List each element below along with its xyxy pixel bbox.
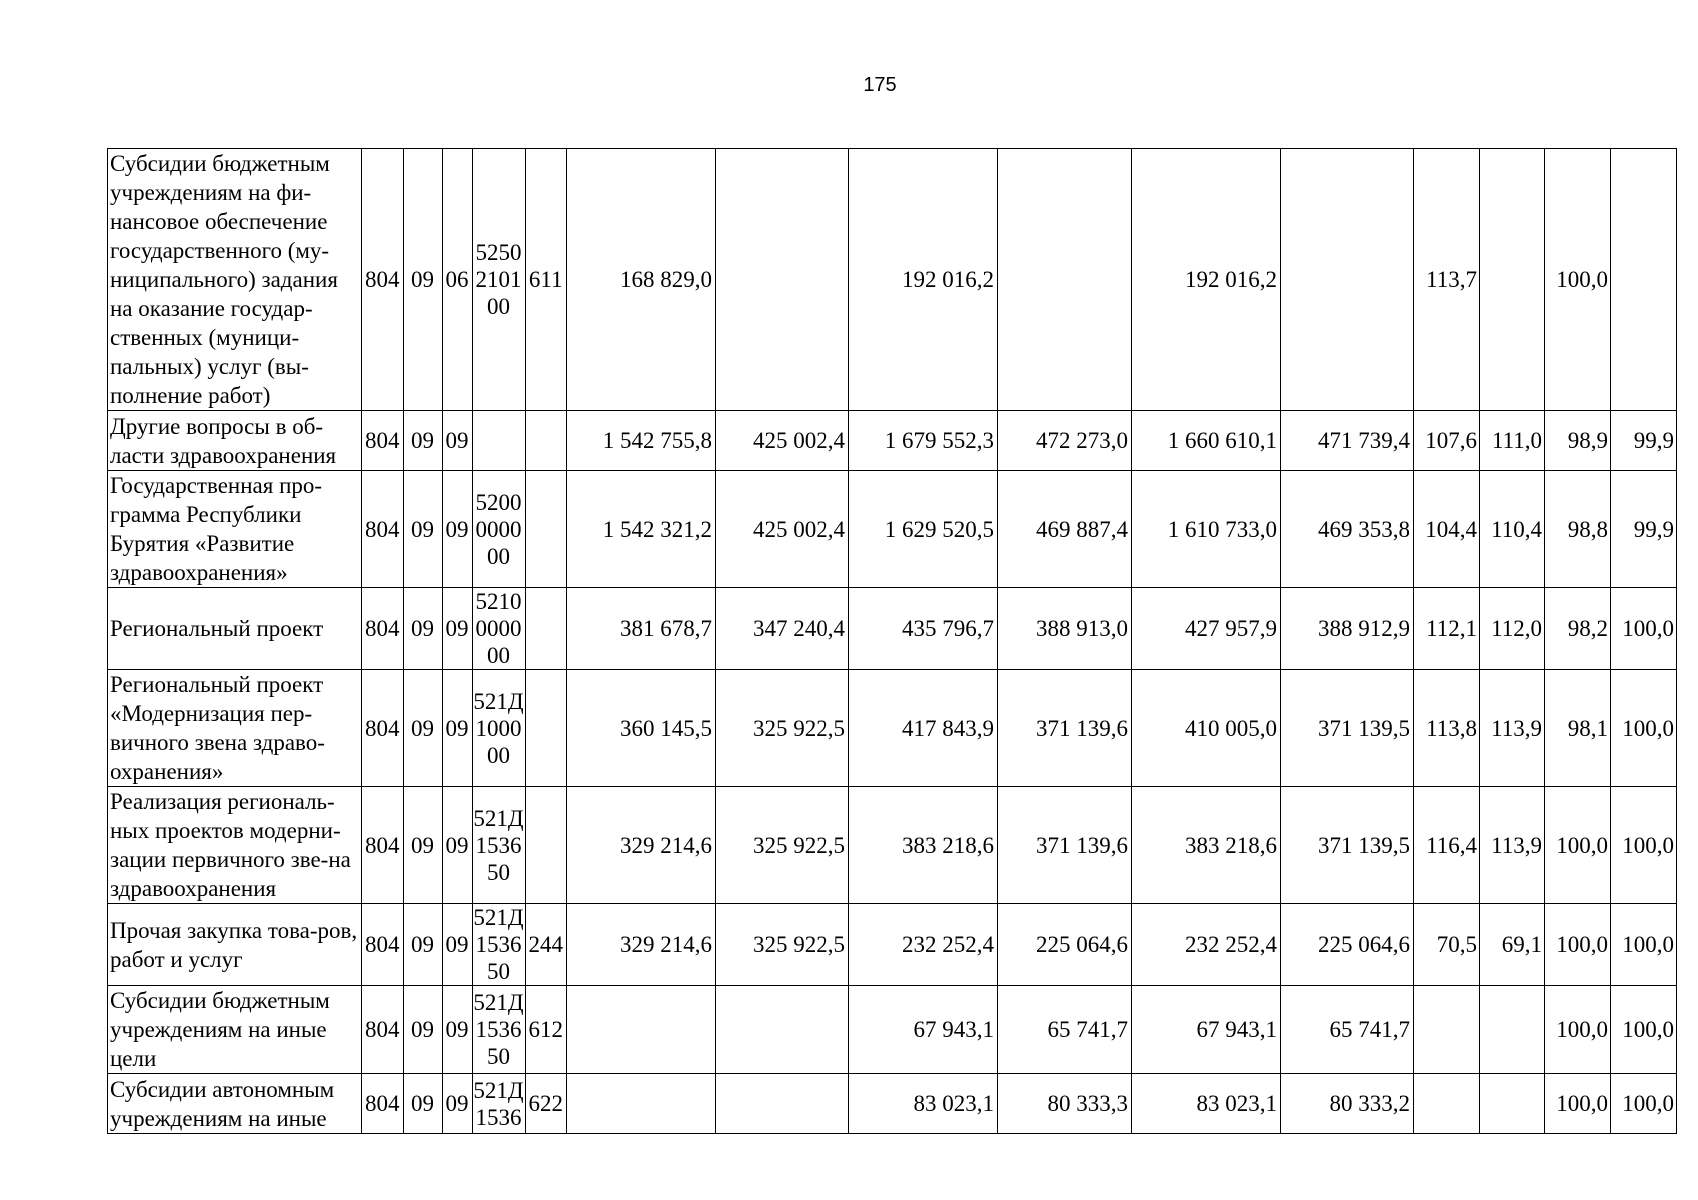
amount-col-1: 1 542 755,8: [567, 411, 716, 471]
expense-type-code: 244: [525, 904, 567, 986]
percent-col-3: 98,8: [1545, 471, 1611, 588]
percent-col-4: 100,0: [1611, 670, 1677, 787]
expense-type-code: [525, 787, 567, 904]
ved-code: 804: [362, 986, 404, 1074]
row-name: Реализация региональ-ных проектов модерни-зации первичного зве-на здравоохранения: [108, 787, 362, 904]
target-article-code: [472, 411, 525, 471]
percent-col-1: 116,4: [1414, 787, 1480, 904]
percent-col-1: 107,6: [1414, 411, 1480, 471]
amount-col-4: [998, 149, 1132, 411]
amount-col-4: 371 139,6: [998, 670, 1132, 787]
amount-col-5: 232 252,4: [1132, 904, 1281, 986]
percent-col-3: 100,0: [1545, 1074, 1611, 1134]
amount-col-5: 410 005,0: [1132, 670, 1281, 787]
amount-col-5: 67 943,1: [1132, 986, 1281, 1074]
code-part: 521Д: [473, 990, 524, 1015]
table-row: [108, 1074, 1677, 1134]
code-part: 1536: [475, 1017, 522, 1042]
ved-code: 804: [362, 787, 404, 904]
amount-col-5: 1 610 733,0: [1132, 471, 1281, 588]
percent-col-2: [1480, 149, 1545, 411]
amount-col-4: 65 741,7: [998, 986, 1132, 1074]
amount-col-4: 80 333,3: [998, 1074, 1132, 1134]
percent-col-4: 100,0: [1611, 1074, 1677, 1134]
amount-col-5: 83 023,1: [1132, 1074, 1281, 1134]
code-part: 00: [487, 742, 510, 768]
amount-col-3: 435 796,7: [849, 588, 998, 670]
amount-col-1: 360 145,5: [567, 670, 716, 787]
subsection-code: 09: [442, 787, 472, 904]
code-part: 00: [487, 643, 510, 668]
amount-col-6: [1281, 149, 1414, 411]
ved-code: 804: [362, 1074, 404, 1134]
percent-col-1: 70,5: [1414, 904, 1480, 986]
amount-col-3: 67 943,1: [849, 986, 998, 1074]
amount-col-1: 381 678,7: [567, 588, 716, 670]
amount-col-2: 325 922,5: [716, 787, 849, 904]
amount-col-1: 1 542 321,2: [567, 471, 716, 588]
subsection-code: 09: [442, 411, 472, 471]
subsection-code: 09: [442, 1074, 472, 1134]
amount-col-6: 371 139,5: [1281, 670, 1414, 787]
percent-col-4: [1611, 149, 1677, 411]
target-article-code: [472, 670, 525, 787]
percent-col-1: 104,4: [1414, 471, 1480, 588]
code-part: 1536: [475, 932, 522, 957]
code-part: 00: [487, 543, 510, 569]
ved-code: 804: [362, 670, 404, 787]
percent-col-3: 98,2: [1545, 588, 1611, 670]
code-part: 50: [487, 859, 510, 885]
ved-code: 804: [362, 471, 404, 588]
percent-col-2: 113,9: [1480, 670, 1545, 787]
ved-code: 804: [362, 149, 404, 411]
row-name: Субсидии бюджетным учреждениям на иные цели: [108, 986, 362, 1074]
percent-col-2: [1480, 1074, 1545, 1134]
percent-col-3: 100,0: [1545, 787, 1611, 904]
target-article-code: [472, 149, 525, 411]
table-row: [108, 588, 1677, 670]
section-code: 09: [403, 411, 442, 471]
table-row: [108, 904, 1677, 986]
section-code: 09: [403, 588, 442, 670]
code-part: 00: [487, 294, 510, 319]
percent-col-2: 110,4: [1480, 471, 1545, 588]
percent-col-4: 99,9: [1611, 471, 1677, 588]
code-part: 0000: [475, 616, 522, 641]
amount-col-3: 417 843,9: [849, 670, 998, 787]
amount-col-6: 471 739,4: [1281, 411, 1414, 471]
amount-col-6: 371 139,5: [1281, 787, 1414, 904]
table-row: [108, 986, 1677, 1074]
amount-col-6: 388 912,9: [1281, 588, 1414, 670]
section-code: 09: [403, 904, 442, 986]
percent-col-3: 100,0: [1545, 986, 1611, 1074]
amount-col-1: 168 829,0: [567, 149, 716, 411]
amount-col-5: 383 218,6: [1132, 787, 1281, 904]
amount-col-2: 325 922,5: [716, 904, 849, 986]
amount-col-5: 192 016,2: [1132, 149, 1281, 411]
code-part: 1536: [475, 1104, 522, 1130]
amount-col-4: 472 273,0: [998, 411, 1132, 471]
code-part: 5200: [475, 489, 522, 515]
code-part: 521Д: [473, 688, 524, 714]
subsection-code: 09: [442, 670, 472, 787]
section-code: 09: [403, 670, 442, 787]
code-part: 1000: [475, 715, 522, 741]
amount-col-1: 329 214,6: [567, 787, 716, 904]
table-row: [108, 787, 1677, 904]
code-part: 521Д: [473, 805, 524, 831]
amount-col-2: 425 002,4: [716, 471, 849, 588]
amount-col-2: [716, 149, 849, 411]
section-code: 09: [403, 149, 442, 411]
expense-type-code: [525, 670, 567, 787]
code-part: 0000: [475, 516, 522, 542]
amount-col-6: 469 353,8: [1281, 471, 1414, 588]
table-row: [108, 471, 1677, 588]
amount-col-6: 80 333,2: [1281, 1074, 1414, 1134]
amount-col-3: 192 016,2: [849, 149, 998, 411]
amount-col-6: 225 064,6: [1281, 904, 1414, 986]
percent-col-2: 111,0: [1480, 411, 1545, 471]
expense-type-code: [525, 471, 567, 588]
subsection-code: 06: [442, 149, 472, 411]
code-part: 2101: [475, 267, 522, 292]
amount-col-3: 83 023,1: [849, 1074, 998, 1134]
expense-type-code: [525, 588, 567, 670]
percent-col-4: 100,0: [1611, 986, 1677, 1074]
amount-col-6: 65 741,7: [1281, 986, 1414, 1074]
amount-col-2: 347 240,4: [716, 588, 849, 670]
percent-col-3: 100,0: [1545, 904, 1611, 986]
row-name: Другие вопросы в об-ласти здравоохранения: [108, 411, 362, 471]
section-code: 09: [403, 787, 442, 904]
amount-col-5: 1 660 610,1: [1132, 411, 1281, 471]
amount-col-4: 388 913,0: [998, 588, 1132, 670]
code-part: 1536: [475, 832, 522, 858]
code-part: 5250: [475, 240, 522, 265]
budget-table: [107, 148, 1677, 1134]
percent-col-1: 113,7: [1414, 149, 1480, 411]
page-number: 175: [863, 74, 897, 96]
percent-col-2: 112,0: [1480, 588, 1545, 670]
subsection-code: 09: [442, 904, 472, 986]
section-code: 09: [403, 1074, 442, 1134]
target-article-code: [472, 471, 525, 588]
row-name: Субсидии бюджетным учреждениям на фи-нансовое обеспечение государственного (му-ниципального) задания на оказание государ-ственных (муници-пальных) услуг (вы-полнение работ): [108, 149, 362, 411]
amount-col-2: 325 922,5: [716, 670, 849, 787]
percent-col-4: 100,0: [1611, 588, 1677, 670]
amount-col-4: 469 887,4: [998, 471, 1132, 588]
subsection-code: 09: [442, 471, 472, 588]
amount-col-3: 383 218,6: [849, 787, 998, 904]
amount-col-1: [567, 986, 716, 1074]
target-article-code: [472, 1074, 525, 1134]
amount-col-1: 329 214,6: [567, 904, 716, 986]
percent-col-2: [1480, 986, 1545, 1074]
amount-col-2: 425 002,4: [716, 411, 849, 471]
percent-col-1: 112,1: [1414, 588, 1480, 670]
expense-type-code: 611: [525, 149, 567, 411]
amount-col-2: [716, 986, 849, 1074]
row-name: Региональный проект: [108, 588, 362, 670]
amount-col-5: 427 957,9: [1132, 588, 1281, 670]
amount-col-1: [567, 1074, 716, 1134]
amount-col-4: 225 064,6: [998, 904, 1132, 986]
amount-col-4: 371 139,6: [998, 787, 1132, 904]
percent-col-3: 98,1: [1545, 670, 1611, 787]
code-part: 5210: [475, 589, 522, 614]
row-name: Субсидии автономным учреждениям на иные: [108, 1074, 362, 1134]
target-article-code: [472, 787, 525, 904]
code-part: 521Д: [473, 905, 524, 930]
section-code: 09: [403, 471, 442, 588]
percent-col-3: 100,0: [1545, 149, 1611, 411]
table-row: [108, 149, 1677, 411]
percent-col-2: 113,9: [1480, 787, 1545, 904]
row-name: Государственная про-грамма Республики Бурятия «Развитие здравоохранения»: [108, 471, 362, 588]
expense-type-code: 622: [525, 1074, 567, 1134]
code-part: 50: [487, 959, 510, 984]
ved-code: 804: [362, 411, 404, 471]
target-article-code: [472, 904, 525, 986]
row-name: Региональный проект «Модернизация пер-вичного звена здраво-охранения»: [108, 670, 362, 787]
code-part: 50: [487, 1044, 510, 1069]
percent-col-1: [1414, 986, 1480, 1074]
amount-col-2: [716, 1074, 849, 1134]
percent-col-4: 99,9: [1611, 411, 1677, 471]
expense-type-code: [525, 411, 567, 471]
percent-col-4: 100,0: [1611, 904, 1677, 986]
percent-col-1: [1414, 1074, 1480, 1134]
percent-col-3: 98,9: [1545, 411, 1611, 471]
target-article-code: [472, 986, 525, 1074]
amount-col-3: 1 679 552,3: [849, 411, 998, 471]
subsection-code: 09: [442, 986, 472, 1074]
amount-col-3: 1 629 520,5: [849, 471, 998, 588]
expense-type-code: 612: [525, 986, 567, 1074]
subsection-code: 09: [442, 588, 472, 670]
percent-col-2: 69,1: [1480, 904, 1545, 986]
target-article-code: [472, 588, 525, 670]
percent-col-1: 113,8: [1414, 670, 1480, 787]
percent-col-4: 100,0: [1611, 787, 1677, 904]
table-row: [108, 411, 1677, 471]
row-name: Прочая закупка това-ров, работ и услуг: [108, 904, 362, 986]
table-row: [108, 670, 1677, 787]
amount-col-3: 232 252,4: [849, 904, 998, 986]
code-part: 521Д: [473, 1077, 524, 1103]
section-code: 09: [403, 986, 442, 1074]
ved-code: 804: [362, 904, 404, 986]
ved-code: 804: [362, 588, 404, 670]
